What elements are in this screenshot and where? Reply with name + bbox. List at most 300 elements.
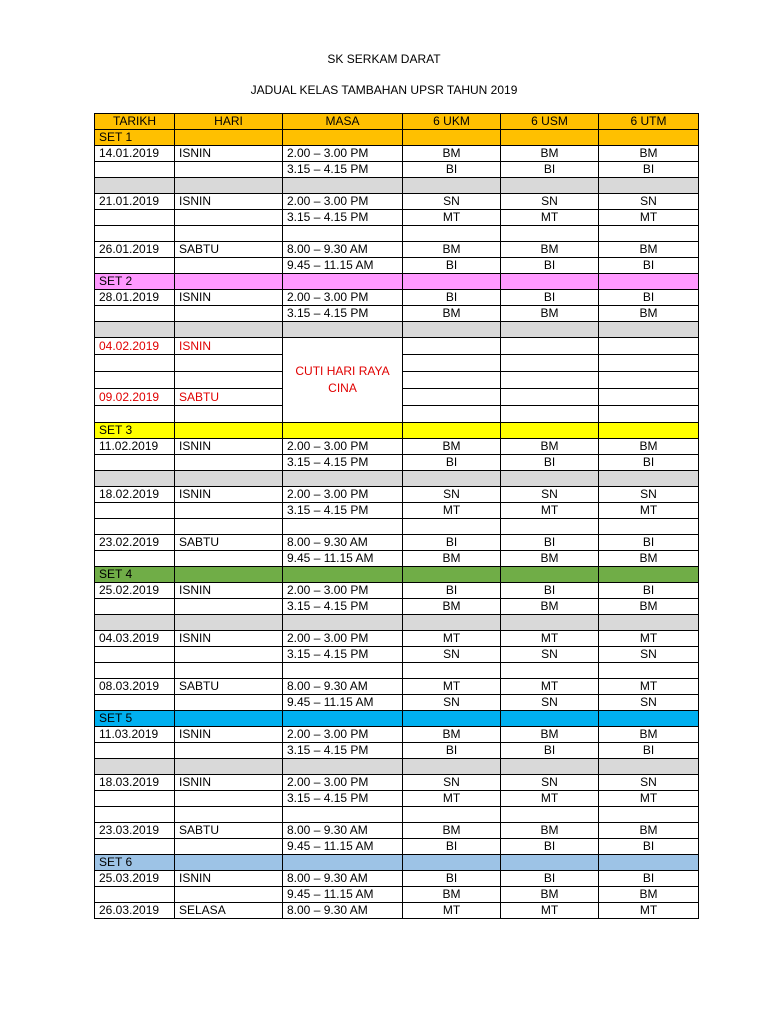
- schedule-table: [94, 113, 699, 919]
- table-cell: BI: [599, 871, 699, 887]
- separator-cell: [283, 322, 403, 338]
- set-cell: [599, 711, 699, 727]
- table-cell: [175, 258, 283, 274]
- holiday-note: CUTI HARI RAYA CINA: [283, 338, 403, 423]
- table-cell: BM: [403, 306, 501, 322]
- table-cell: BI: [599, 455, 699, 471]
- blank-cell: [283, 519, 403, 535]
- blank-row: [95, 226, 699, 242]
- table-row: [95, 599, 699, 615]
- set-cell: [283, 423, 403, 439]
- holiday-empty-cell: [403, 406, 501, 423]
- table-cell: [95, 210, 175, 226]
- table-cell: [95, 455, 175, 471]
- table-cell: [95, 258, 175, 274]
- set-cell: [501, 130, 599, 146]
- table-cell: BI: [403, 871, 501, 887]
- set-cell: [175, 855, 283, 871]
- blank-row: [95, 807, 699, 823]
- table-cell: MT: [403, 791, 501, 807]
- table-cell: 25.02.2019: [95, 583, 175, 599]
- table-row: [95, 439, 699, 455]
- table-cell: 3.15 – 4.15 PM: [283, 162, 403, 178]
- table-cell: SN: [599, 194, 699, 210]
- separator-cell: [403, 759, 501, 775]
- set-cell: [403, 855, 501, 871]
- table-cell: BI: [501, 871, 599, 887]
- table-cell: BM: [599, 551, 699, 567]
- separator-row: [95, 759, 699, 775]
- schedule-body: [95, 114, 699, 919]
- table-cell: MT: [403, 903, 501, 919]
- table-cell: 9.45 – 11.15 AM: [283, 695, 403, 711]
- blank-cell: [599, 226, 699, 242]
- table-row: [95, 887, 699, 903]
- holiday-day: SABTU: [175, 389, 283, 406]
- separator-cell: [599, 471, 699, 487]
- table-cell: 8.00 – 9.30 AM: [283, 871, 403, 887]
- table-cell: BI: [501, 535, 599, 551]
- blank-cell: [403, 807, 501, 823]
- table-cell: BI: [403, 583, 501, 599]
- table-cell: SABTU: [175, 242, 283, 258]
- table-cell: 26.01.2019: [95, 242, 175, 258]
- table-cell: BM: [403, 242, 501, 258]
- holiday-empty-cell: [403, 338, 501, 355]
- table-cell: 2.00 – 3.00 PM: [283, 194, 403, 210]
- set-cell: [175, 130, 283, 146]
- set-cell: [283, 274, 403, 290]
- set-cell: [283, 711, 403, 727]
- set-cell: [599, 567, 699, 583]
- table-cell: 26.03.2019: [95, 903, 175, 919]
- table-row: [95, 306, 699, 322]
- table-cell: [95, 647, 175, 663]
- table-cell: 3.15 – 4.15 PM: [283, 743, 403, 759]
- table-cell: MT: [403, 210, 501, 226]
- table-row: [95, 871, 699, 887]
- table-cell: [95, 695, 175, 711]
- separator-row: [95, 322, 699, 338]
- table-cell: BI: [599, 743, 699, 759]
- table-cell: BM: [501, 823, 599, 839]
- table-cell: BI: [599, 583, 699, 599]
- table-cell: 8.00 – 9.30 AM: [283, 679, 403, 695]
- blank-cell: [175, 519, 283, 535]
- table-cell: BM: [403, 551, 501, 567]
- blank-cell: [501, 519, 599, 535]
- table-cell: 18.02.2019: [95, 487, 175, 503]
- column-header: 6 UKM: [403, 114, 501, 130]
- table-cell: MT: [599, 679, 699, 695]
- separator-cell: [95, 759, 175, 775]
- table-cell: 8.00 – 9.30 AM: [283, 823, 403, 839]
- table-cell: BM: [599, 242, 699, 258]
- table-cell: ISNIN: [175, 871, 283, 887]
- holiday-date: 04.02.2019: [95, 338, 175, 355]
- table-cell: SABTU: [175, 823, 283, 839]
- table-cell: BI: [501, 162, 599, 178]
- set-label: SET 3: [95, 423, 175, 439]
- blank-cell: [95, 226, 175, 242]
- table-cell: [95, 162, 175, 178]
- holiday-empty-cell: [501, 355, 599, 372]
- holiday-empty-cell: [599, 355, 699, 372]
- separator-cell: [175, 615, 283, 631]
- table-cell: [95, 839, 175, 855]
- separator-cell: [501, 759, 599, 775]
- set-cell: [403, 423, 501, 439]
- table-cell: 8.00 – 9.30 AM: [283, 242, 403, 258]
- table-cell: ISNIN: [175, 487, 283, 503]
- table-cell: MT: [599, 791, 699, 807]
- separator-cell: [283, 759, 403, 775]
- set-cell: [599, 130, 699, 146]
- table-cell: BM: [501, 551, 599, 567]
- set-cell: [599, 855, 699, 871]
- table-cell: MT: [599, 503, 699, 519]
- table-cell: 3.15 – 4.15 PM: [283, 455, 403, 471]
- holiday-date: [95, 406, 175, 423]
- separator-cell: [599, 759, 699, 775]
- table-cell: MT: [403, 679, 501, 695]
- blank-cell: [175, 663, 283, 679]
- table-cell: 2.00 – 3.00 PM: [283, 290, 403, 306]
- table-cell: ISNIN: [175, 439, 283, 455]
- table-cell: SN: [501, 647, 599, 663]
- table-cell: BM: [501, 439, 599, 455]
- table-row: [95, 535, 699, 551]
- blank-cell: [501, 226, 599, 242]
- separator-cell: [501, 471, 599, 487]
- separator-cell: [403, 615, 501, 631]
- table-row: [95, 583, 699, 599]
- set-cell: [403, 130, 501, 146]
- blank-cell: [403, 519, 501, 535]
- separator-cell: [175, 759, 283, 775]
- table-cell: [175, 210, 283, 226]
- table-cell: SN: [403, 194, 501, 210]
- separator-cell: [599, 178, 699, 194]
- table-cell: 21.01.2019: [95, 194, 175, 210]
- table-cell: 11.02.2019: [95, 439, 175, 455]
- set-cell: [175, 274, 283, 290]
- table-cell: ISNIN: [175, 290, 283, 306]
- blank-cell: [403, 663, 501, 679]
- holiday-date: [95, 372, 175, 389]
- table-row: [95, 631, 699, 647]
- separator-cell: [95, 471, 175, 487]
- table-row: [95, 242, 699, 258]
- separator-cell: [501, 615, 599, 631]
- separator-cell: [283, 471, 403, 487]
- table-cell: SN: [403, 775, 501, 791]
- table-cell: BM: [599, 306, 699, 322]
- table-cell: ISNIN: [175, 775, 283, 791]
- table-cell: BM: [403, 823, 501, 839]
- table-cell: ISNIN: [175, 583, 283, 599]
- separator-cell: [95, 178, 175, 194]
- column-header: TARIKH: [95, 114, 175, 130]
- holiday-day: [175, 372, 283, 389]
- blank-cell: [283, 807, 403, 823]
- separator-cell: [175, 322, 283, 338]
- table-cell: [95, 791, 175, 807]
- table-row: [95, 551, 699, 567]
- table-cell: BI: [403, 455, 501, 471]
- table-cell: BM: [403, 727, 501, 743]
- table-cell: 04.03.2019: [95, 631, 175, 647]
- table-cell: BM: [501, 146, 599, 162]
- table-cell: 25.03.2019: [95, 871, 175, 887]
- header-row: [95, 114, 699, 130]
- table-cell: 14.01.2019: [95, 146, 175, 162]
- set-cell: [175, 711, 283, 727]
- holiday-empty-cell: [403, 389, 501, 406]
- table-cell: 18.03.2019: [95, 775, 175, 791]
- table-cell: MT: [501, 791, 599, 807]
- holiday-day: [175, 406, 283, 423]
- holiday-day: ISNIN: [175, 338, 283, 355]
- table-cell: BI: [501, 455, 599, 471]
- holiday-empty-cell: [501, 389, 599, 406]
- table-cell: 2.00 – 3.00 PM: [283, 439, 403, 455]
- table-cell: BI: [599, 162, 699, 178]
- set-cell: [501, 855, 599, 871]
- table-cell: 11.03.2019: [95, 727, 175, 743]
- set-cell: [403, 274, 501, 290]
- set-row: [95, 567, 699, 583]
- set-cell: [283, 130, 403, 146]
- table-cell: BM: [599, 146, 699, 162]
- table-row: [95, 823, 699, 839]
- table-cell: BM: [599, 439, 699, 455]
- separator-row: [95, 471, 699, 487]
- table-cell: SN: [501, 487, 599, 503]
- blank-cell: [599, 663, 699, 679]
- set-label: SET 2: [95, 274, 175, 290]
- table-cell: [175, 162, 283, 178]
- blank-row: [95, 663, 699, 679]
- holiday-empty-cell: [501, 372, 599, 389]
- column-header: 6 USM: [501, 114, 599, 130]
- table-cell: 2.00 – 3.00 PM: [283, 583, 403, 599]
- table-cell: 9.45 – 11.15 AM: [283, 551, 403, 567]
- table-row: [95, 503, 699, 519]
- table-cell: BI: [599, 290, 699, 306]
- table-cell: 08.03.2019: [95, 679, 175, 695]
- table-cell: MT: [501, 210, 599, 226]
- table-cell: SN: [501, 194, 599, 210]
- set-cell: [403, 711, 501, 727]
- table-cell: 23.02.2019: [95, 535, 175, 551]
- table-cell: [95, 551, 175, 567]
- separator-cell: [95, 322, 175, 338]
- table-cell: 23.03.2019: [95, 823, 175, 839]
- table-row: [95, 695, 699, 711]
- table-cell: MT: [599, 631, 699, 647]
- blank-cell: [599, 807, 699, 823]
- table-cell: BI: [403, 258, 501, 274]
- table-cell: SN: [599, 695, 699, 711]
- table-cell: BI: [403, 743, 501, 759]
- separator-cell: [501, 322, 599, 338]
- table-row: [95, 743, 699, 759]
- table-cell: 2.00 – 3.00 PM: [283, 146, 403, 162]
- separator-cell: [283, 178, 403, 194]
- table-cell: [175, 551, 283, 567]
- table-row: [95, 791, 699, 807]
- table-cell: BM: [501, 242, 599, 258]
- table-cell: BI: [403, 839, 501, 855]
- table-cell: [175, 647, 283, 663]
- table-cell: 9.45 – 11.15 AM: [283, 887, 403, 903]
- holiday-row: [95, 338, 699, 355]
- table-cell: ISNIN: [175, 727, 283, 743]
- table-cell: ISNIN: [175, 146, 283, 162]
- separator-cell: [403, 471, 501, 487]
- table-row: [95, 210, 699, 226]
- blank-cell: [95, 807, 175, 823]
- table-cell: SN: [403, 695, 501, 711]
- separator-cell: [501, 178, 599, 194]
- table-cell: MT: [599, 903, 699, 919]
- table-cell: BM: [403, 887, 501, 903]
- table-cell: [95, 306, 175, 322]
- table-cell: [95, 887, 175, 903]
- table-cell: 3.15 – 4.15 PM: [283, 306, 403, 322]
- set-cell: [403, 567, 501, 583]
- set-label: SET 5: [95, 711, 175, 727]
- school-name: SK SERKAM DARAT: [327, 52, 441, 66]
- set-label: SET 4: [95, 567, 175, 583]
- table-cell: BM: [599, 887, 699, 903]
- table-cell: [175, 455, 283, 471]
- table-cell: BI: [501, 583, 599, 599]
- table-cell: 9.45 – 11.15 AM: [283, 839, 403, 855]
- table-cell: SN: [403, 487, 501, 503]
- separator-cell: [599, 322, 699, 338]
- separator-row: [95, 178, 699, 194]
- holiday-day: [175, 355, 283, 372]
- table-cell: BI: [501, 258, 599, 274]
- table-cell: BI: [599, 839, 699, 855]
- holiday-empty-cell: [403, 355, 501, 372]
- blank-cell: [501, 663, 599, 679]
- table-cell: BI: [501, 839, 599, 855]
- table-cell: [175, 306, 283, 322]
- table-cell: BI: [403, 290, 501, 306]
- set-cell: [599, 423, 699, 439]
- set-cell: [501, 274, 599, 290]
- table-row: [95, 487, 699, 503]
- blank-row: [95, 519, 699, 535]
- table-cell: MT: [599, 210, 699, 226]
- set-cell: [283, 855, 403, 871]
- holiday-date: 09.02.2019: [95, 389, 175, 406]
- table-row: [95, 194, 699, 210]
- table-cell: 3.15 – 4.15 PM: [283, 503, 403, 519]
- table-row: [95, 839, 699, 855]
- table-cell: [175, 791, 283, 807]
- table-cell: BM: [403, 439, 501, 455]
- set-cell: [501, 423, 599, 439]
- table-row: [95, 258, 699, 274]
- table-cell: 2.00 – 3.00 PM: [283, 727, 403, 743]
- table-cell: BI: [599, 535, 699, 551]
- table-cell: BM: [403, 599, 501, 615]
- table-row: [95, 727, 699, 743]
- blank-cell: [95, 519, 175, 535]
- table-cell: SABTU: [175, 535, 283, 551]
- table-cell: [175, 695, 283, 711]
- holiday-empty-cell: [599, 338, 699, 355]
- table-row: [95, 290, 699, 306]
- separator-row: [95, 615, 699, 631]
- table-cell: BM: [599, 727, 699, 743]
- separator-cell: [175, 471, 283, 487]
- table-cell: ISNIN: [175, 194, 283, 210]
- blank-cell: [95, 663, 175, 679]
- table-cell: MT: [501, 903, 599, 919]
- table-cell: [95, 743, 175, 759]
- set-cell: [501, 711, 599, 727]
- table-cell: ISNIN: [175, 631, 283, 647]
- table-cell: BM: [501, 727, 599, 743]
- table-cell: 2.00 – 3.00 PM: [283, 487, 403, 503]
- table-cell: [175, 887, 283, 903]
- holiday-empty-cell: [599, 406, 699, 423]
- separator-cell: [175, 178, 283, 194]
- table-cell: 2.00 – 3.00 PM: [283, 631, 403, 647]
- table-cell: [95, 599, 175, 615]
- table-row: [95, 679, 699, 695]
- separator-cell: [95, 615, 175, 631]
- table-cell: BI: [599, 258, 699, 274]
- table-row: [95, 775, 699, 791]
- table-cell: SN: [403, 647, 501, 663]
- set-cell: [175, 423, 283, 439]
- separator-cell: [403, 322, 501, 338]
- table-cell: BM: [599, 599, 699, 615]
- table-cell: 8.00 – 9.30 AM: [283, 903, 403, 919]
- table-cell: 9.45 – 11.15 AM: [283, 258, 403, 274]
- table-cell: [175, 503, 283, 519]
- table-cell: SN: [599, 775, 699, 791]
- set-row: [95, 274, 699, 290]
- table-cell: 3.15 – 4.15 PM: [283, 210, 403, 226]
- table-cell: 2.00 – 3.00 PM: [283, 775, 403, 791]
- table-cell: 3.15 – 4.15 PM: [283, 647, 403, 663]
- set-row: [95, 711, 699, 727]
- set-label: SET 1: [95, 130, 175, 146]
- blank-cell: [403, 226, 501, 242]
- column-header: MASA: [283, 114, 403, 130]
- document-title: JADUAL KELAS TAMBAHAN UPSR TAHUN 2019: [250, 83, 518, 97]
- table-cell: 8.00 – 9.30 AM: [283, 535, 403, 551]
- table-cell: 28.01.2019: [95, 290, 175, 306]
- holiday-date: [95, 355, 175, 372]
- table-cell: SN: [599, 487, 699, 503]
- column-header: HARI: [175, 114, 283, 130]
- table-cell: MT: [403, 631, 501, 647]
- table-cell: MT: [501, 679, 599, 695]
- table-cell: [175, 743, 283, 759]
- table-cell: BI: [403, 535, 501, 551]
- table-cell: 3.15 – 4.15 PM: [283, 599, 403, 615]
- column-header: 6 UTM: [599, 114, 699, 130]
- blank-cell: [175, 807, 283, 823]
